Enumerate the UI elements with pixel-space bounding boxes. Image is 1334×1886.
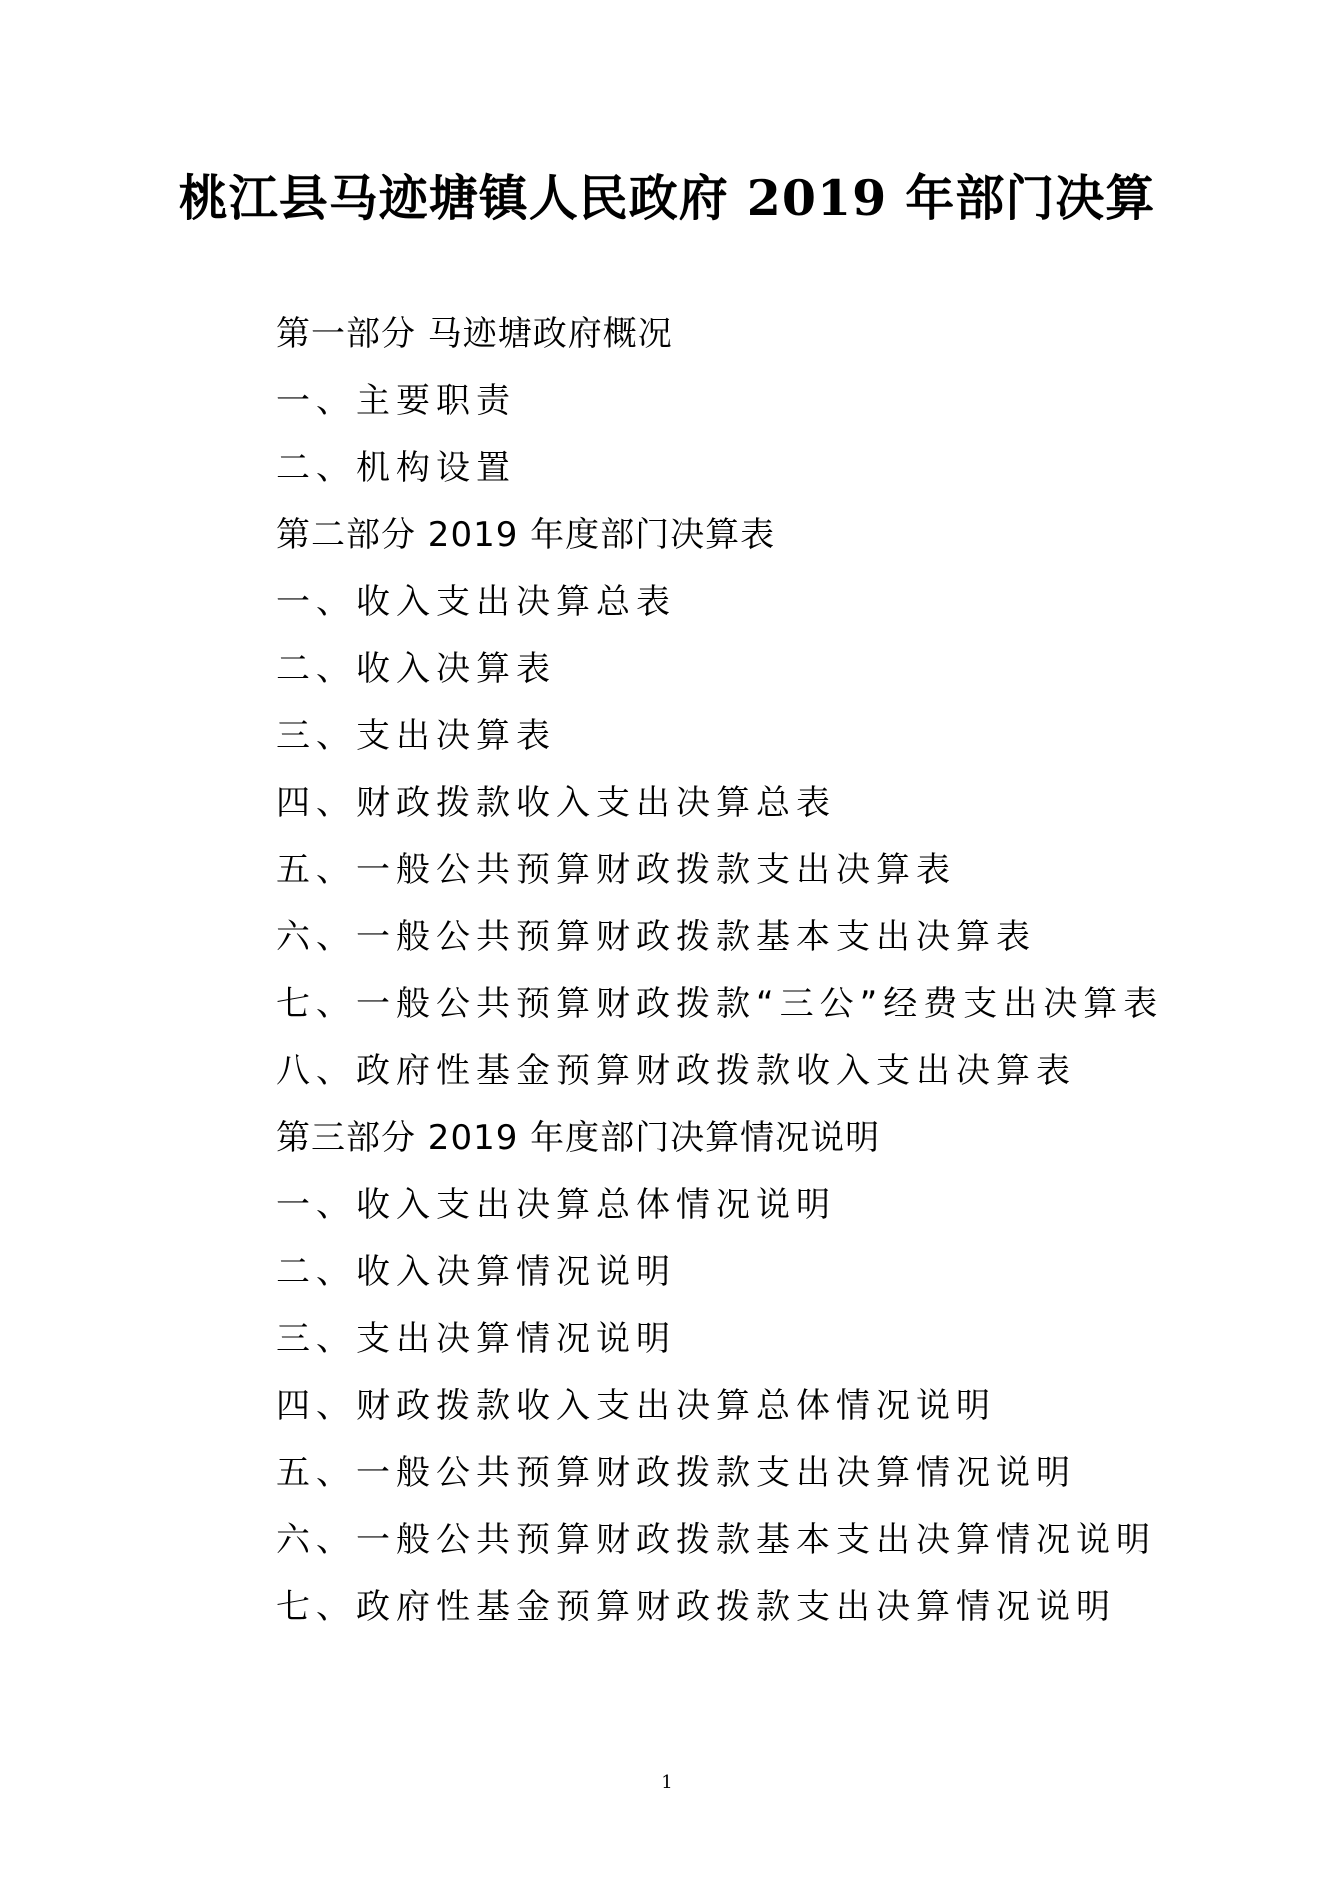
toc-item: 三、支出决算表 bbox=[276, 716, 556, 756]
table-of-contents bbox=[276, 306, 1276, 1646]
toc-item: 一、收入支出决算总表 bbox=[276, 582, 676, 622]
toc-part-heading: 第二部分 2019 年度部门决算表 bbox=[276, 515, 776, 555]
page-title: 桃江县马迹塘镇人民政府 2019 年部门决算 bbox=[178, 169, 1156, 227]
toc-item: 二、收入决算表 bbox=[276, 649, 556, 689]
toc-item: 七、一般公共预算财政拨款“三公”经费支出决算表 bbox=[276, 984, 1164, 1024]
page-number: 1 bbox=[661, 1772, 673, 1793]
toc-item: 七、政府性基金预算财政拨款支出决算情况说明 bbox=[276, 1587, 1116, 1627]
toc-item: 四、财政拨款收入支出决算总表 bbox=[276, 783, 836, 823]
toc-item: 五、一般公共预算财政拨款支出决算情况说明 bbox=[276, 1453, 1076, 1493]
toc-item: 五、一般公共预算财政拨款支出决算表 bbox=[276, 850, 956, 890]
toc-item: 二、收入决算情况说明 bbox=[276, 1252, 676, 1292]
toc-part-heading: 第三部分 2019 年度部门决算情况说明 bbox=[276, 1118, 881, 1158]
toc-part-heading: 第一部分 马迹塘政府概况 bbox=[276, 314, 673, 354]
toc-item: 六、一般公共预算财政拨款基本支出决算情况说明 bbox=[276, 1520, 1156, 1560]
toc-item: 一、收入支出决算总体情况说明 bbox=[276, 1185, 836, 1225]
toc-item: 六、一般公共预算财政拨款基本支出决算表 bbox=[276, 917, 1036, 957]
toc-item: 三、支出决算情况说明 bbox=[276, 1319, 676, 1359]
toc-item: 四、财政拨款收入支出决算总体情况说明 bbox=[276, 1386, 996, 1426]
toc-item: 八、政府性基金预算财政拨款收入支出决算表 bbox=[276, 1051, 1076, 1091]
toc-item: 一、主要职责 bbox=[276, 381, 516, 421]
toc-item: 二、机构设置 bbox=[276, 448, 516, 488]
